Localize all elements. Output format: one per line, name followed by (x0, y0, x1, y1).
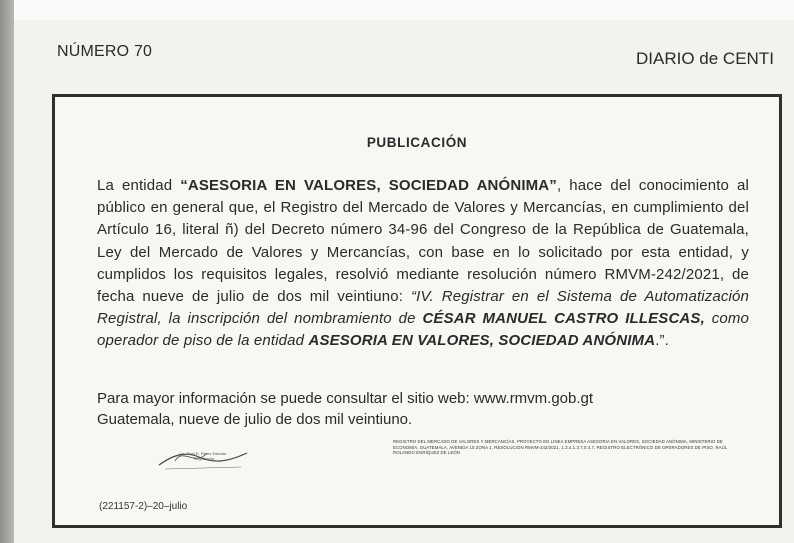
registry-fineprint: REGISTRO DEL MERCADO DE VALORES Y MERCANCÍAS, PROYECTO EN LINEA EMPRESA ASESORIA EN VALORES, SOCIEDAD ANÓNIMA, MINISTERIO DE ECONOMÍA, GUATEMALA, AVENIDA 10 ZONA 1, RESOLUCIÓN RMVM-242/2021, 1.3.4.1.3.7.0.4.7, REGISTRO ELECTRÓNICO DE OPERADORES DE PISO, RAÚL ROLANDO ENRÍQUEZ DE LEÓN (393, 439, 728, 456)
resolution-quote-1: “IV. Registrar en el Sistema de Automatización Registral, la inscripción del nombramiento de (97, 288, 750, 328)
website-line: Para mayor información se puede consultar el sitio web: www.rmvm.gob.gt (97, 390, 594, 407)
notice-body (97, 175, 749, 353)
issue-number: NÚMERO 70 (57, 43, 153, 60)
contact-block (97, 388, 593, 430)
entity-name-2: ASESORIA EN VALORES, SOCIEDAD ANÓNIMA (308, 332, 656, 350)
reference-code: (221157-2)–20–julio (99, 501, 188, 512)
signature-caption: Lic. Raúl E. Pérez Estrada · Registrador (179, 451, 229, 461)
person-name: CÉSAR MANUEL CASTRO ILLESCAS, (422, 310, 705, 328)
notice-title: PUBLICACIÓN (366, 135, 468, 150)
publication-notice (52, 94, 782, 528)
newspaper-name: DIARIO de CENTI (636, 49, 774, 68)
body-text: , hace del conocimiento al público en general que, el Registro del Mercado de Valores y Mercancías, en cumplimiento del Artículo 16, literal ñ) del Decreto número 34-96 del Congreso de la República de Guatemala, Ley del Mercado de Valores y Mercancías, con base en lo solicitado por esta entidad, y cumplidos los requisitos legales, resolvió mediante resolución número RMVM-242/2021, de fecha nueve de julio de dos mil veintiuno: (97, 177, 749, 306)
page-top-edge (0, 0, 794, 20)
resolution-quote-2: como operador de piso de la entidad (97, 310, 749, 350)
place-date: Guatemala, nueve de julio de dos mil veintiuno. (97, 411, 413, 428)
page-gutter (0, 0, 14, 543)
body-intro: La entidad (97, 177, 181, 194)
resolution-quote-end: .”. (655, 332, 669, 350)
entity-name: “ASESORIA EN VALORES, SOCIEDAD ANÓNIMA” (180, 177, 557, 194)
